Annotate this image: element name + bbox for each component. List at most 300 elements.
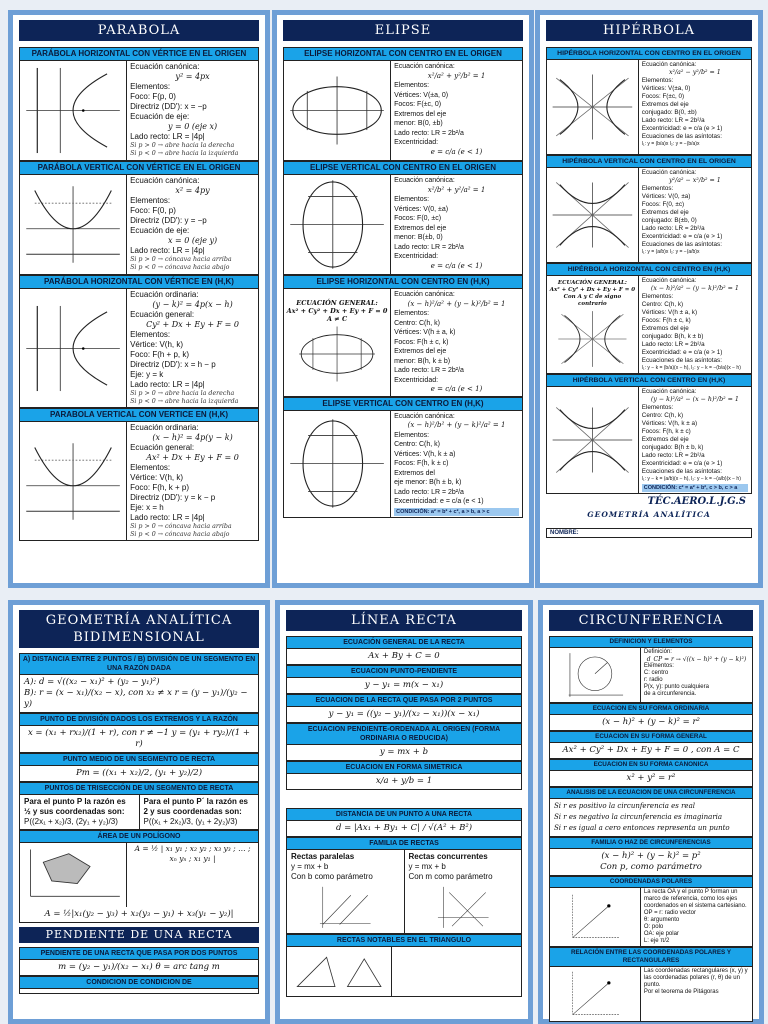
formula-line: Excentricidad: — [394, 253, 439, 260]
formula-section — [19, 275, 259, 408]
note-line: Si p < 0 → abre hacia la izquierda — [130, 150, 239, 157]
formula-line: Lado recto: LR = |4p| — [130, 246, 205, 255]
section-header: HIPÉRBOLA VERTICAL CON CENTRO EN EL ORIGEN — [547, 155, 751, 168]
formula-line: Ecuación canónica: — [130, 176, 200, 185]
formula-line: x²/a² − y²/b² = 1 — [668, 69, 721, 76]
section-header: ECUACION DE LA RECTA QUE PASA POR 2 PUNTOS — [287, 694, 521, 707]
formula-line: y² = 4px — [175, 72, 210, 81]
formula-line: Vértices: V(±a, 0) — [394, 91, 449, 99]
formula-line: y − y₁ = m(x − x₁) — [364, 680, 444, 690]
section-text — [639, 276, 751, 373]
formula-line: menor: B(h, k ± b) — [394, 357, 451, 365]
formula-line: Directriz (DD'): x = h − p — [130, 360, 216, 369]
parabola-v-diagram — [20, 175, 127, 274]
formula-line: Lado recto: LR = 2b²/a — [394, 243, 464, 251]
section-body — [284, 61, 522, 160]
two-columns — [20, 795, 258, 829]
formula-line: Extremos del — [394, 469, 435, 477]
formula-section — [546, 374, 752, 494]
section-body — [284, 175, 522, 274]
section-body — [20, 422, 258, 540]
formula-line: Foco: F(0, p) — [130, 206, 176, 215]
formula-line: Focos: F(h ± c, k) — [394, 338, 449, 346]
section-body — [547, 168, 751, 262]
formula-line: Vértices: V(h ± a, k) — [394, 329, 456, 336]
section-header: ECUACION EN SU FORMA GENERAL — [550, 731, 752, 743]
section-header: PARÁBOLA HORIZONTAL CON VÉRTICE EN EL ORIGEN — [20, 47, 258, 61]
formula-line: conjugado: B(h ± b, k) — [641, 444, 704, 451]
two-columns — [287, 850, 521, 933]
note-line: Si p > 0 → abre hacia la derecha — [130, 390, 235, 397]
formula-line: y = mx + b — [379, 747, 429, 757]
parabola-v-diagram — [20, 422, 127, 540]
formula-line: Definición: — [643, 649, 672, 655]
formula-block — [550, 743, 752, 758]
formula-line: x² = 4py — [175, 186, 210, 195]
formula-line: L: eje π/2 — [643, 938, 670, 944]
formula-block — [287, 649, 521, 664]
column-line: y = mx + b — [291, 862, 329, 871]
formula-line: (x − h)² = 4p(y − k) — [152, 433, 233, 442]
column-line: Con m como parámetro — [408, 872, 493, 881]
column-line: Con b como parámetro — [291, 872, 373, 881]
formula-section — [549, 787, 753, 837]
formula-block — [550, 799, 752, 836]
formula-line: Extremos del eje — [641, 101, 689, 108]
formula-section — [19, 782, 259, 830]
general-equation: ECUACIÓN GENERAL: — [296, 299, 378, 308]
formula-line: O: polo — [643, 924, 664, 930]
section-header: CONDICION DE CONDICION DE — [20, 976, 258, 989]
formula-line: Excentricidad: e = c/a (e > 1) — [641, 349, 723, 356]
column-line: Para el punto P´ la razón es 2 y sus coordenadas son: — [143, 797, 248, 816]
section-text — [391, 175, 522, 274]
section-title: PENDIENTE DE UNA RECTA — [19, 927, 259, 943]
section-header: ECUACION PENDIENTE-ORDENADA AL ORIGEN (FORMA ORDINARIA O REDUCIDA) — [287, 723, 521, 745]
formula-line: x²/b² + y²/a² = 1 — [427, 185, 486, 194]
section-body — [284, 411, 522, 517]
section-body — [20, 289, 258, 407]
column-line: Rectas paralelas — [291, 852, 355, 861]
formula-line: Ecuación de eje: — [130, 112, 190, 121]
section-header: ANALISIS DE LA ECUACION DE UNA CIRCUNFERENCIA — [550, 787, 752, 799]
lines-concurrent-diagram — [409, 882, 518, 931]
formula-line: Ecuación canónica: — [641, 169, 697, 176]
section-header: HIPÉRBOLA HORIZONTAL CON CENTRO EN (H,K) — [547, 263, 751, 276]
formula-line: Ecuaciones de las asíntotas: — [641, 357, 722, 364]
section-header: PUNTO DE DIVISIÓN DADOS LOS EXTREMOS Y LA RAZÓN — [20, 713, 258, 726]
formula-line: (x − h)²/b² + (y − k)²/a² = 1 — [407, 421, 506, 429]
section-body — [550, 888, 752, 946]
formula-section — [549, 837, 753, 876]
formula-line: Ecuación canónica: — [641, 388, 697, 395]
formula-line: Focos: F(h, k ± c) — [641, 428, 691, 435]
formula-line: Ecuaciones de las asíntotas: — [641, 241, 722, 248]
footer-title: GEOMETRÍA ANALÍTICA — [587, 510, 711, 519]
formula-line: Extremos del eje — [394, 110, 447, 118]
formula-line: m = (y₂ − y₁)/(x₂ − x₁) θ = arc tang m — [58, 962, 220, 972]
section-header: DISTANCIA DE UN PUNTO A UNA RECTA — [287, 808, 521, 821]
hyperbola-h-diagram — [547, 276, 639, 373]
formula-line: Centro: C(h, k) — [641, 412, 684, 419]
formula-line: (x − h)²/a² + (y − k)²/b² = 1 — [407, 299, 506, 308]
formula-line: y²/a² − x²/b² = 1 — [668, 177, 721, 184]
formula-line: Eje: y = k — [130, 370, 164, 379]
formula-section — [19, 47, 259, 161]
lines-parallel-diagram — [291, 882, 400, 931]
formula-line: A): d = √((x₂ − x₁)² + (y₂ − y₁)²) — [24, 677, 160, 687]
section-body — [287, 947, 521, 996]
formula-line: A = ½ | x₁ y₁ ; x₂ y₂ ; x₃ y₃ ; … ; xₙ yₙ ; x₁ y₁ | — [134, 844, 251, 863]
formula-line: Elementos: — [394, 82, 430, 89]
section-header: ELIPSE HORIZONTAL CON CENTRO EN (H,K) — [284, 275, 522, 289]
formula-line: menor: B(0, ±b) — [394, 120, 443, 127]
hyperbola-v-graph — [549, 395, 636, 485]
parabola-h-graph — [22, 301, 124, 396]
panel-title: ELIPSE — [283, 20, 523, 41]
formula-line: Vértices: V(h, k ± a) — [641, 420, 698, 427]
ellipse-h-graph — [286, 323, 388, 385]
lines-concurrent-graph — [411, 884, 516, 929]
hyperbola-h-diagram — [547, 60, 639, 154]
section-header: PARABOLA VERTICAL CON VERTICE EN (H,K) — [20, 408, 258, 422]
formula-line: Elementos: — [130, 463, 171, 472]
formula-line: y = 0 (eje x) — [167, 122, 218, 131]
formula-line: Elementos: — [130, 330, 171, 339]
section-header: ÁREA DE UN POLÍGONO — [20, 830, 258, 843]
formula-section — [286, 723, 522, 761]
parabola-v-graph — [22, 434, 124, 529]
formula-line: Ecuación canónica: — [394, 291, 455, 298]
formula-line: x = (x₁ + rx₂)/(1 + r), con r ≠ −1 y = (y₁ + ry₂)/(1 + r) — [27, 728, 251, 749]
formula-line: P(x, y): punto cualquiera — [643, 684, 709, 690]
formula-line: Si r es negativo la circunferencia es imaginaria — [554, 813, 723, 821]
formula-line: Elementos: — [641, 77, 674, 84]
formula-line: Extremos del eje — [641, 209, 689, 216]
column-line: Para el punto P la razón es ½ y sus coordenadas son: — [24, 797, 126, 816]
formula-block — [20, 907, 258, 922]
formula-line: Excentricidad: — [394, 376, 439, 384]
hyperbola-h-graph — [549, 308, 636, 370]
section-text — [641, 967, 752, 1021]
formula-line: Centro: C(h, k) — [641, 301, 684, 308]
formula-section — [283, 397, 523, 518]
formula-block — [287, 678, 521, 693]
section-text — [392, 947, 521, 996]
formula-line: Cy² + Dx + Ey + F = 0 — [146, 320, 240, 329]
panel-elipse — [272, 10, 534, 588]
formula-line: Extremos del eje — [641, 325, 689, 332]
formula-line: (x − h)² + (y − k)² = r² — [602, 717, 700, 727]
triangle-diagram — [287, 947, 392, 996]
formula-line: OA: eje polar — [643, 931, 679, 937]
name-field[interactable]: NOMBRE: — [546, 528, 752, 538]
section-header: PUNTOS DE TRISECCIÓN DE UN SEGMENTO DE RECTA — [20, 782, 258, 795]
formula-section — [286, 761, 522, 790]
formula-line: Extremos del eje — [394, 224, 447, 232]
formula-block — [20, 675, 258, 712]
circle-diagram — [550, 648, 641, 702]
column — [139, 795, 259, 829]
section-text — [639, 168, 751, 262]
formula-line: conjugado: B(±b, 0) — [641, 217, 697, 224]
formula-section — [19, 653, 259, 713]
section-text — [127, 289, 258, 407]
section-header: HIPÉRBOLA HORIZONTAL CON CENTRO EN EL ORIGEN — [547, 47, 751, 60]
formula-line: Extremos del eje — [641, 436, 689, 443]
formula-line: Ecuación canónica: — [641, 277, 697, 284]
note-line: Si p < 0 → cóncava hacia abajo — [130, 264, 230, 271]
column — [404, 850, 522, 933]
formula-line: Excentricidad: — [394, 139, 439, 146]
formula-line: l₁: y − k = (b/a)(x − h), l₂: y − k = −(b/a)(x − h) — [641, 365, 741, 371]
formula-line: Lado recto: LR = 2b²/a — [394, 488, 464, 496]
section-text — [127, 843, 258, 907]
formula-line: Elementos: — [394, 310, 430, 317]
column-line: P((x₁ + 2x₂)/3, (y₁ + 2y₂)/3) — [143, 817, 238, 826]
formula-line: d = |Ax₁ + By₁ + C| / √(A² + B²) — [335, 823, 473, 833]
formula-line: Si r es positivo la circunferencia es real — [554, 802, 695, 810]
formula-section — [286, 636, 522, 665]
formula-block — [550, 849, 752, 875]
formula-section — [19, 830, 259, 923]
section-text — [639, 60, 751, 154]
polar-diagram — [550, 888, 641, 946]
formula-line: Ecuaciones de las asíntotas: — [641, 133, 722, 140]
formula-line: Focos: F(0, ±c) — [641, 201, 685, 208]
section-header: ECUACION EN SU FORMA ORDINARIA — [550, 703, 752, 715]
formula-line: (x − h)²/a² − (y − k)²/b² = 1 — [650, 285, 739, 292]
formula-block — [287, 774, 521, 789]
ellipse-h-graph — [286, 63, 388, 158]
formula-line: conjugado: B(0, ±b) — [641, 109, 697, 116]
formula-section — [549, 703, 753, 731]
section-header: RELACIÓN ENTRE LAS COORDENADAS POLARES Y RECTANGULARES — [550, 947, 752, 967]
formula-section — [19, 408, 259, 541]
formula-block — [20, 726, 258, 752]
formula-line: Eje: x = h — [130, 503, 164, 512]
hyperbola-h-graph — [549, 62, 636, 152]
formula-block — [20, 960, 258, 975]
ellipse-v-graph — [286, 177, 388, 272]
section-header: FAMILIA O HAZ DE CIRCUNFERENCIAS — [550, 837, 752, 849]
section-header: ELIPSE VERTICAL CON CENTRO EN EL ORIGEN — [284, 161, 522, 175]
section-body — [284, 289, 522, 396]
formula-line: l₁: y = (b/a)x l₂: y = −(b/a)x — [641, 141, 700, 147]
formula-line: l₁: y − k = (a/b)(x − h), l₂: y − k = −(a/b)(x − h) — [641, 476, 741, 482]
section-body — [20, 175, 258, 274]
section-header: DEFINICION Y ELEMENTOS — [550, 636, 752, 648]
ellipse-v-diagram — [284, 175, 391, 274]
formula-section — [19, 976, 259, 994]
parabola-h-diagram — [20, 61, 127, 160]
formula-line: La recta OA y el punto P forman un marco de referencia, como los ejes coordenados en el sistema cartesiano. — [643, 889, 747, 909]
formula-line: e = c/a (e < 1) — [430, 147, 483, 156]
formula-section — [286, 694, 522, 723]
parabola-v-graph — [22, 177, 124, 272]
panel-title: HIPÉRBOLA — [546, 20, 752, 41]
formula-section — [546, 47, 752, 155]
section-text — [641, 648, 752, 702]
formula-block — [550, 771, 752, 786]
formula-line: eje menor: B(h ± b, k) — [394, 479, 462, 486]
formula-line: Ecuación ordinaria: — [130, 290, 199, 299]
formula-line: Ecuación ordinaria: — [130, 423, 199, 432]
formula-line: Lado recto: LR = |4p| — [130, 132, 205, 141]
formula-line: (y − k)² = 4p(x − h) — [152, 300, 233, 309]
hyperbola-v-diagram — [547, 168, 639, 262]
formula-section — [549, 947, 753, 1022]
formula-line: Focos: F(±c, 0) — [641, 93, 685, 100]
formula-section — [286, 665, 522, 694]
formula-line: y − y₁ = ((y₂ − y₁)/(x₂ − x₁))(x − x₁) — [328, 709, 480, 719]
formula-section — [549, 636, 753, 703]
formula-line: e = c/a (e < 1) — [430, 261, 483, 270]
note-line: Si p < 0 → cóncava hacia abajo — [130, 531, 230, 538]
formula-section — [19, 713, 259, 753]
section-text — [639, 387, 751, 493]
triangle-graph — [289, 949, 389, 994]
panel-linea-recta — [275, 600, 533, 1024]
polygon-diagram — [20, 843, 127, 907]
formula-block — [550, 715, 752, 730]
formula-line: Lado recto: LR = 2b²/a — [394, 367, 464, 374]
formula-line: Foco: F(h, k + p) — [130, 483, 189, 492]
panel-title: GEOMETRÍA ANALÍTICA BIDIMENSIONAL — [19, 610, 259, 648]
section-header: ECUACION EN FORMA SIMETRICA — [287, 761, 521, 774]
general-equation: ECUACIÓN GENERAL: — [557, 279, 627, 286]
panel-title: PARABOLA — [19, 20, 259, 41]
formula-line: Focos: F(±c, 0) — [394, 101, 442, 108]
formula-section — [549, 876, 753, 947]
panel-hiperbola — [535, 10, 763, 588]
section-header: ECUACIÓN GENERAL DE LA RECTA — [287, 636, 521, 649]
formula-block — [287, 821, 521, 836]
section-header: ELIPSE VERTICAL CON CENTRO EN (H,K) — [284, 397, 522, 411]
formula-section — [283, 161, 523, 275]
formula-line: de a circunferencia. — [643, 691, 697, 697]
formula-line: menor: B(±b, 0) — [394, 234, 443, 241]
formula-line: Ecuación canónica: — [130, 62, 200, 71]
parabola-h-diagram — [20, 289, 127, 407]
formula-line: Vértices: V(0, ±a) — [641, 193, 691, 200]
panel-parabola — [8, 10, 270, 588]
formula-line: Vértice: V(h, k) — [130, 340, 183, 349]
formula-line: x²/a² + y²/b² = 1 — [427, 71, 486, 80]
formula-line: Elementos: — [130, 82, 171, 91]
formula-line: Directriz (DD'): y = −p — [130, 216, 207, 225]
note-line: Si p < 0 → abre hacia la izquierda — [130, 398, 239, 405]
section-body — [20, 61, 258, 160]
formula-line: Centro: C(h, k) — [394, 319, 440, 327]
section-header: HIPÉRBOLA VERTICAL CON CENTRO EN (H,K) — [547, 374, 751, 387]
formula-line: Ecuación canónica: — [394, 412, 455, 420]
ellipse-v-graph — [286, 416, 388, 511]
formula-line: Las coordenadas rectangulares (x, y) y las coordenadas polares (r, θ) de un punto. — [643, 968, 748, 988]
formula-line: Lado recto: LR = 2b²/a — [394, 129, 464, 137]
column — [287, 850, 404, 933]
section-text — [641, 888, 752, 946]
formula-line: x = 0 (eje y) — [167, 236, 218, 245]
formula-line: Pm = ((x₁ + x₂)/2, (y₁ + y₂)/2) — [75, 768, 203, 778]
section-text — [127, 175, 258, 274]
formula-line: Lado recto: LR = |4p| — [130, 513, 205, 522]
formula-line: (x − h)² + (y − k)² = p² — [601, 851, 701, 861]
formula-line: OP = r: radio vector — [643, 910, 696, 916]
panel-title: CIRCUNFERENCIA — [549, 610, 753, 631]
formula-section — [546, 263, 752, 374]
formula-line: A = ½|x₁(y₂ − y₃) + x₂(y₃ − y₁) + x₃(y₁ − y₂)| — [44, 909, 234, 919]
formula-line: Foco: F(p, 0) — [130, 92, 176, 101]
formula-line: Elementos: — [643, 663, 674, 669]
section-header: RECTAS NOTABLES EN EL TRIANGULO — [287, 934, 521, 947]
polar-graph — [552, 892, 638, 942]
formula-line: Ecuación general: — [130, 443, 195, 452]
formula-line: θ: argumento — [643, 917, 680, 923]
note-line: Si p > 0 → cóncava hacia arriba — [130, 256, 232, 263]
panel-geometria-bidimensional — [8, 600, 270, 1024]
section-header: ECUACION EN SU FORMA CANONICA — [550, 759, 752, 771]
formula-section — [19, 161, 259, 275]
formula-line: Elementos: — [394, 431, 430, 439]
polar-graph — [552, 969, 638, 1019]
circle-graph — [552, 650, 638, 700]
formula-section — [286, 808, 522, 837]
note-line: Si p > 0 → cóncava hacia arriba — [130, 523, 232, 530]
section-header: A) DISTANCIA ENTRE 2 PUNTOS / B) DIVISIÓN DE UN SEGMENTO EN UNA RAZÓN DADA — [20, 653, 258, 675]
general-equation: A ≠ C — [326, 315, 348, 324]
ellipse-v-diagram — [284, 411, 391, 517]
section-header: COORDENADAS POLARES — [550, 876, 752, 888]
formula-block — [287, 745, 521, 760]
formula-line: Elementos: — [130, 196, 171, 205]
formula-line: Lado recto: LR = 2b²/a — [641, 341, 705, 348]
formula-line: (y − k)²/a² − (x − h)²/b² = 1 — [650, 396, 739, 403]
formula-line: Ax² + Dx + Ey + F = 0 — [146, 453, 239, 462]
section-header: PUNTO MEDIO DE UN SEGMENTO DE RECTA — [20, 753, 258, 766]
hyperbola-v-graph — [549, 170, 636, 260]
formula-section — [283, 275, 523, 397]
formula-line: d_CP = r → √((x − h)² + (y − k)²) — [646, 656, 747, 663]
panel-title: LÍNEA RECTA — [286, 610, 522, 631]
formula-line: Foco: F(h + p, k) — [130, 350, 189, 359]
formula-section — [546, 155, 752, 263]
formula-line: Lado recto: LR = 2b²/a — [641, 117, 705, 124]
formula-section — [286, 934, 522, 997]
formula-line: r: radio — [643, 677, 663, 683]
formula-line: Elementos: — [641, 185, 674, 192]
formula-line: B): r = (x − x₁)/(x₂ − x), con x₂ ≠ x r = (y − y₁)/(y₂ − y) — [24, 688, 248, 709]
general-equation: Ax² + Cy² + Dx + Ey + F = 0 — [286, 307, 388, 316]
formula-line: Ecuación de eje: — [130, 226, 190, 235]
formula-line: Excentricidad: e = c/a (e > 1) — [641, 233, 723, 240]
formula-line: Focos: F(h ± c, k) — [641, 317, 691, 324]
section-header: ELIPSE HORIZONTAL CON CENTRO EN EL ORIGEN — [284, 47, 522, 61]
formula-section — [286, 837, 522, 934]
hyperbola-v-diagram — [547, 387, 639, 493]
formula-line: Focos: F(h, k ± c) — [394, 460, 449, 467]
note-line: Si p > 0 → abre hacia la derecha — [130, 142, 235, 149]
formula-line: Ecuación canónica: — [394, 63, 455, 70]
formula-line: Vértices: V(±a, 0) — [641, 85, 691, 92]
formula-section — [19, 947, 259, 976]
formula-line: Vértices: V(h ± a, k) — [641, 309, 698, 316]
formula-line: Ecuaciones de las asíntotas: — [641, 468, 722, 475]
formula-line: Lado recto: LR = 2b²/a — [641, 452, 705, 459]
formula-section — [283, 47, 523, 161]
section-text — [391, 61, 522, 160]
formula-line: Ax² + Cy² + Dx + Ey + F = 0 , con A = C — [562, 745, 740, 755]
